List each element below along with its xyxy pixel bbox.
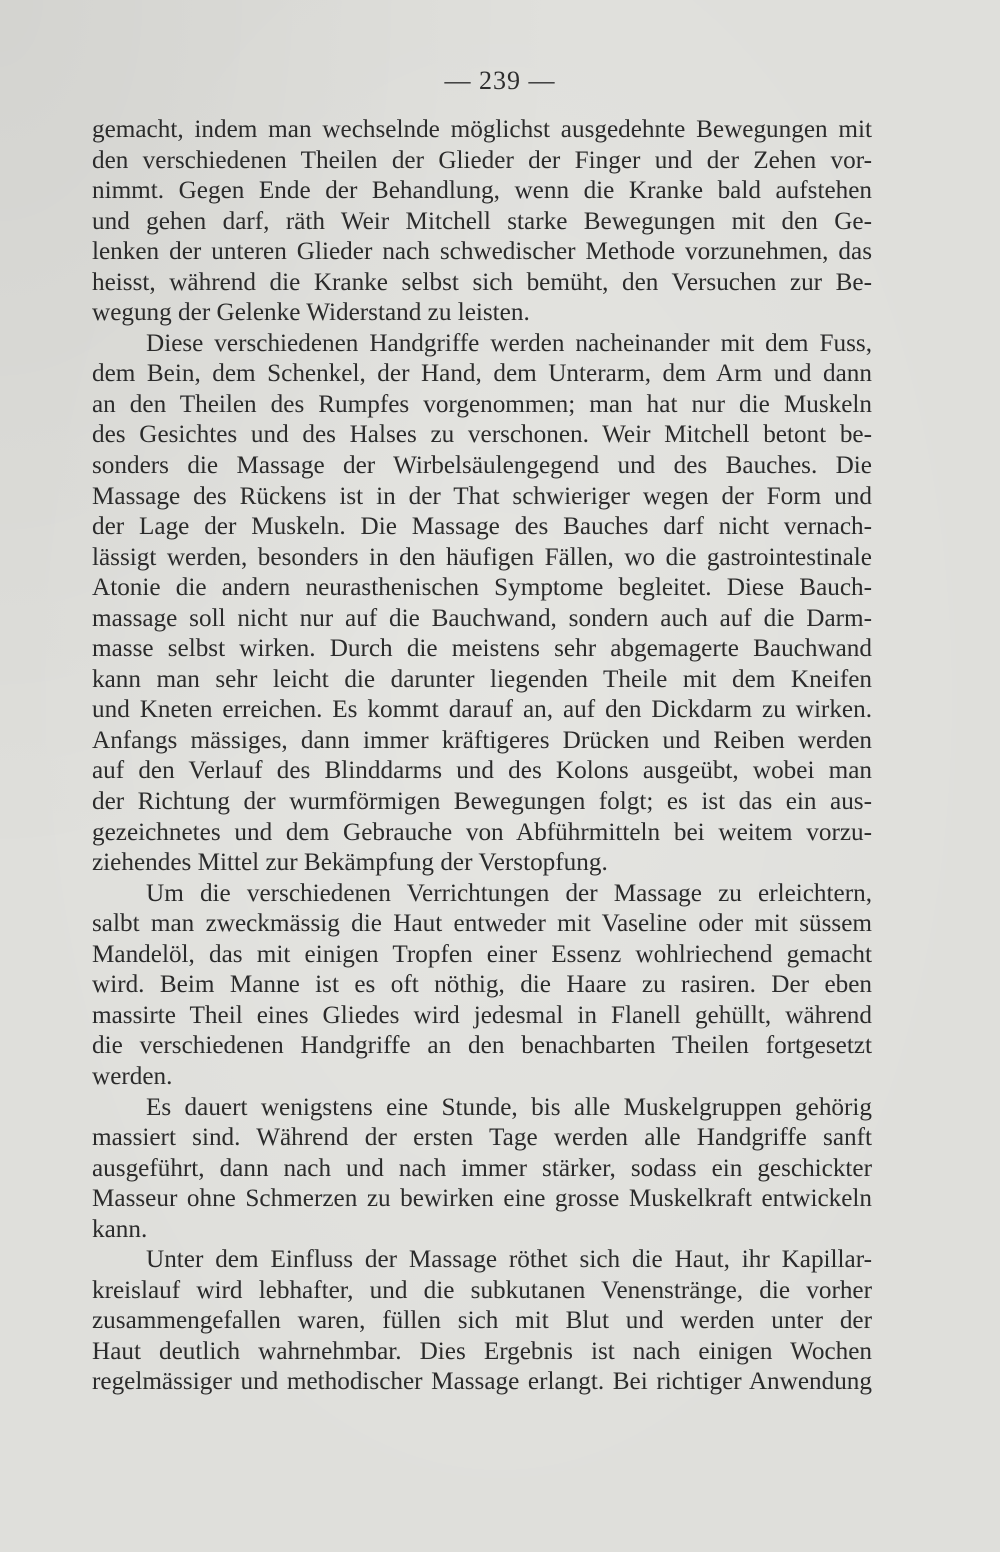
text-line: Massage des Rückens ist in der That schwieriger wegen der Form und bbox=[92, 482, 872, 510]
text-line: heisst, während die Kranke selbst sich bemüht, den Versuchen zur Be- bbox=[92, 268, 872, 296]
text-line: ziehendes Mittel zur Bekämpfung der Verstopfung. bbox=[92, 849, 608, 877]
text-line: Es dauert wenigstens eine Stunde, bis alle Muskelgruppen gehörig bbox=[146, 1093, 872, 1121]
paragraph bbox=[92, 329, 872, 879]
text-line: und Kneten erreichen. Es kommt darauf an, auf den Dickdarm zu wirken. bbox=[92, 696, 872, 724]
text-line: massirte Theil eines Gliedes wird jedesmal in Flanell gehüllt, während bbox=[92, 1001, 872, 1029]
text-line: Diese verschiedenen Handgriffe werden nacheinander mit dem Fuss, bbox=[146, 329, 872, 357]
text-line: nimmt. Gegen Ende der Behandlung, wenn die Kranke bald aufstehen bbox=[92, 177, 872, 205]
text-line: zusammengefallen waren, füllen sich mit Blut und werden unter der bbox=[92, 1307, 872, 1335]
text-line: und gehen darf, räth Weir Mitchell starke Bewegungen mit den Ge- bbox=[92, 207, 872, 235]
text-line: Mandelöl, das mit einigen Tropfen einer Essenz wohlriechend gemacht bbox=[92, 940, 872, 968]
text-line: den verschiedenen Theilen der Glieder der Finger und der Zehen vor- bbox=[92, 146, 872, 174]
text-line: Um die verschiedenen Verrichtungen der Massage zu erleichtern, bbox=[146, 879, 872, 907]
page-number: — 239 — bbox=[444, 66, 556, 95]
text-line: an den Theilen des Rumpfes vorgenommen; man hat nur die Muskeln bbox=[92, 390, 872, 418]
text-line: Anfangs mässiges, dann immer kräftigeres Drücken und Reiben werden bbox=[92, 726, 872, 754]
text-line: auf den Verlauf des Blinddarms und des Kolons ausgeübt, wobei man bbox=[92, 757, 872, 785]
text-line: Atonie die andern neurasthenischen Symptome begleitet. Diese Bauch- bbox=[92, 574, 872, 602]
paragraph bbox=[92, 115, 872, 329]
text-line: lässigt werden, besonders in den häufigen Fällen, wo die gastrointestinale bbox=[92, 543, 872, 571]
text-line: Masseur ohne Schmerzen zu bewirken eine grosse Muskelkraft entwickeln bbox=[92, 1185, 872, 1213]
text-line: kreislauf wird lebhafter, und die subkutanen Venenstränge, die vorher bbox=[92, 1276, 872, 1304]
paragraph bbox=[92, 1245, 872, 1398]
text-line: gezeichnetes und dem Gebrauche von Abführmitteln bei weitem vorzu- bbox=[92, 818, 872, 846]
paragraph bbox=[92, 1093, 872, 1246]
text-line: gemacht, indem man wechselnde möglichst ausgedehnte Bewegungen mit bbox=[92, 116, 872, 143]
text-line: ausgeführt, dann nach und nach immer stärker, sodass ein geschickter bbox=[92, 1154, 872, 1182]
text-line: wegung der Gelenke Widerstand zu leisten. bbox=[92, 299, 530, 327]
text-line: massiert sind. Während der ersten Tage werden alle Handgriffe sanft bbox=[92, 1124, 872, 1152]
text-line: der Richtung der wurmförmigen Bewegungen folgt; es ist das ein aus- bbox=[92, 788, 872, 816]
text-line: dem Bein, dem Schenkel, der Hand, dem Unterarm, dem Arm und dann bbox=[92, 360, 872, 388]
text-line: Haut deutlich wahrnehmbar. Dies Ergebnis ist nach einigen Wochen bbox=[92, 1337, 872, 1365]
text-line: Unter dem Einfluss der Massage röthet sich die Haut, ihr Kapillar- bbox=[146, 1246, 872, 1274]
text-line: kann. bbox=[92, 1215, 148, 1243]
text-line: kann man sehr leicht die darunter liegenden Theile mit dem Kneifen bbox=[92, 665, 872, 693]
text-line: sonders die Massage der Wirbelsäulengegend und des Bauches. Die bbox=[92, 452, 872, 480]
paragraph bbox=[92, 879, 872, 1093]
text-line: masse selbst wirken. Durch die meistens sehr abgemagerte Bauchwand bbox=[92, 635, 872, 663]
text-line: des Gesichtes und des Halses zu verschonen. Weir Mitchell betont be- bbox=[92, 421, 872, 449]
text-line: wird. Beim Manne ist es oft nöthig, die Haare zu rasiren. Der eben bbox=[92, 971, 872, 999]
text-line: werden. bbox=[92, 1062, 173, 1090]
text-line: salbt man zweckmässig die Haut entweder mit Vaseline oder mit süssem bbox=[92, 910, 872, 938]
text-line: die verschiedenen Handgriffe an den benachbarten Theilen fortgesetzt bbox=[92, 1032, 872, 1060]
text-line: lenken der unteren Glieder nach schwedischer Methode vorzunehmen, das bbox=[92, 238, 872, 266]
text-line: massage soll nicht nur auf die Bauchwand, sondern auch auf die Darm- bbox=[92, 604, 872, 632]
body-text bbox=[92, 115, 872, 1398]
text-line: regelmässiger und methodischer Massage erlangt. Bei richtiger Anwendung bbox=[92, 1368, 872, 1396]
text-line: der Lage der Muskeln. Die Massage des Bauches darf nicht vernach- bbox=[92, 513, 872, 541]
